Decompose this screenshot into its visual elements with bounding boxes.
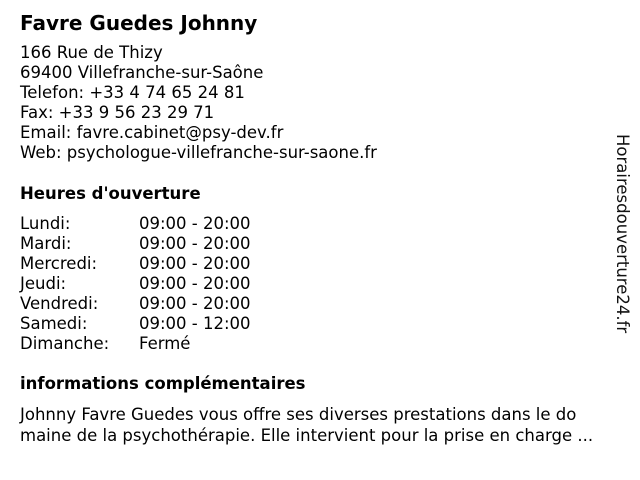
website: Web: psychologue-villefranche-sur-saone.fr [20, 143, 377, 162]
day-label: Mercredi: [20, 254, 98, 273]
time-range: 09:00 - 20:00 [139, 214, 251, 233]
time-range: 09:00 - 20:00 [139, 254, 251, 273]
day-label: Mardi: [20, 234, 72, 253]
hours-row [20, 254, 251, 274]
time-range: Fermé [139, 334, 191, 353]
day-label: Lundi: [20, 214, 71, 233]
description-line: Johnny Favre Guedes vous offre ses diverses prestations dans le do [20, 405, 577, 424]
contact-block [20, 43, 377, 163]
description-text [20, 404, 620, 446]
hours-row [20, 314, 251, 334]
email-address: Email: favre.cabinet@psy-dev.fr [20, 123, 284, 142]
hours-row [20, 274, 251, 294]
time-range: 09:00 - 20:00 [139, 274, 251, 293]
site-watermark: Horairesdouverture24.fr [613, 134, 632, 334]
day-label: Samedi: [20, 314, 88, 333]
description-line: maine de la psychothérapie. Elle intervient pour la prise en charge ... [20, 426, 594, 445]
hours-row [20, 234, 251, 254]
additional-info-heading: informations complémentaires [20, 374, 306, 393]
time-range: 09:00 - 20:00 [139, 234, 251, 253]
opening-hours-table [20, 214, 251, 354]
day-label: Vendredi: [20, 294, 99, 313]
day-label: Jeudi: [20, 274, 67, 293]
opening-hours-heading: Heures d'ouverture [20, 184, 201, 203]
hours-row [20, 334, 251, 354]
fax-number: Fax: +33 9 56 23 29 71 [20, 103, 215, 122]
business-name: Favre Guedes Johnny [20, 11, 258, 35]
city-address: 69400 Villefranche-sur-Saône [20, 63, 264, 82]
time-range: 09:00 - 20:00 [139, 294, 251, 313]
hours-row [20, 294, 251, 314]
hours-row [20, 214, 251, 234]
street-address: 166 Rue de Thizy [20, 43, 163, 62]
time-range: 09:00 - 12:00 [139, 314, 251, 333]
day-label: Dimanche: [20, 334, 110, 353]
phone-number: Telefon: +33 4 74 65 24 81 [20, 83, 245, 102]
